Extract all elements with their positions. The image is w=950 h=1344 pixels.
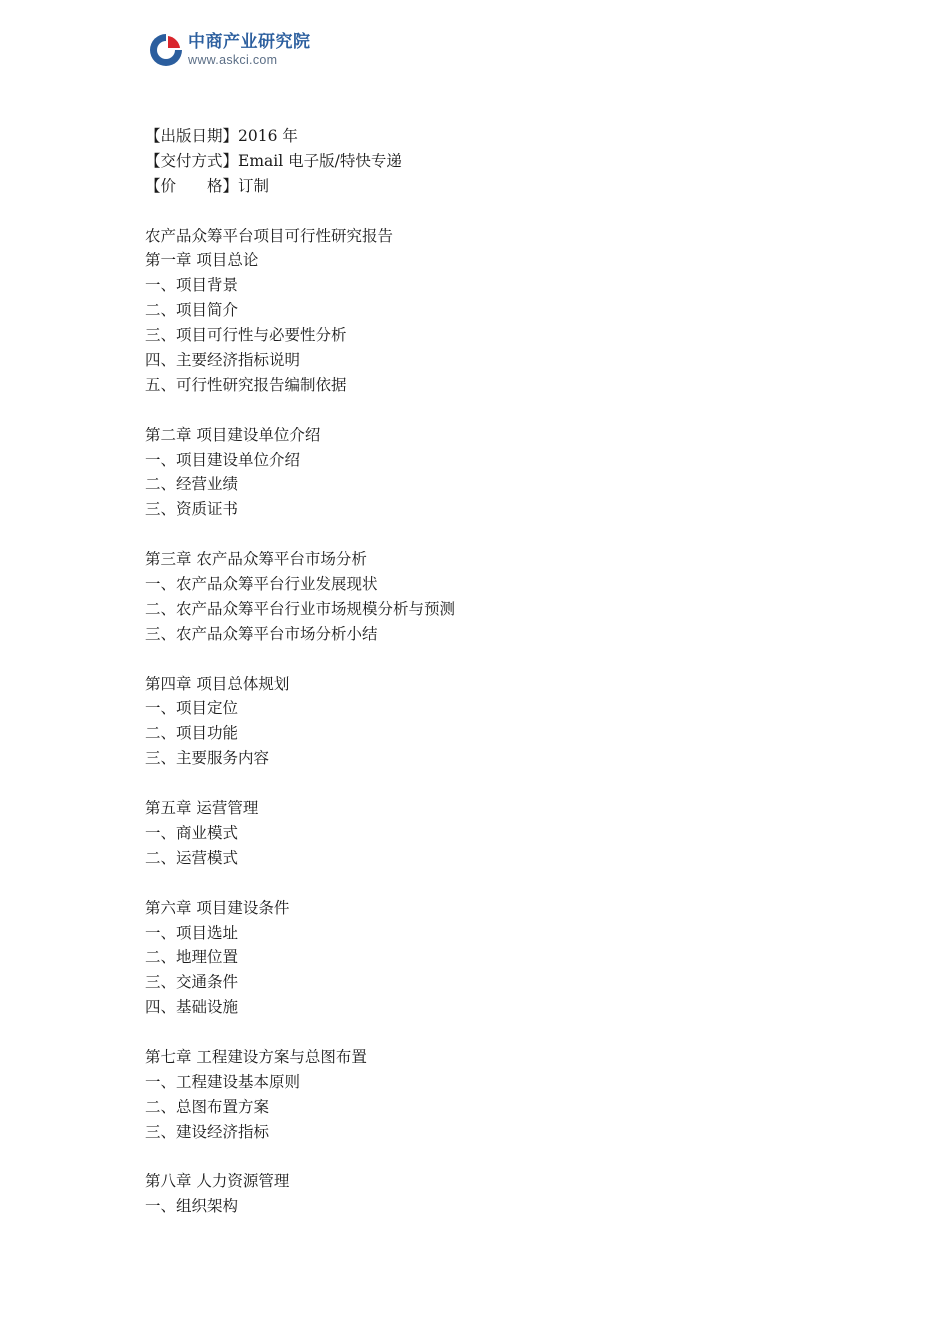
section-item: 四、主要经济指标说明 — [145, 351, 301, 370]
chapter-title: 第三章 农产品众筹平台市场分析 — [145, 550, 367, 569]
section-item: 二、总图布置方案 — [145, 1097, 270, 1116]
section-item: 二、运营模式 — [145, 848, 239, 867]
askci-logo-icon — [148, 32, 184, 68]
section-item: 一、农产品众筹平台行业发展现状 — [145, 575, 378, 594]
section-item: 三、项目可行性与必要性分析 — [145, 326, 347, 345]
section-item: 二、项目简介 — [145, 301, 239, 320]
chapter-title: 第八章 人力资源管理 — [145, 1172, 290, 1191]
section-item: 一、组织架构 — [145, 1197, 239, 1216]
meta-key: 【价 格】 — [145, 176, 239, 195]
table-of-contents — [145, 248, 845, 1219]
chapter-title: 第一章 项目总论 — [145, 251, 259, 270]
meta-key: 【出版日期】 — [145, 127, 239, 145]
meta-delivery-method — [145, 149, 845, 174]
section-item: 五、可行性研究报告编制依据 — [145, 375, 347, 394]
document-body — [145, 124, 845, 1219]
section-item: 二、项目功能 — [145, 724, 239, 743]
section-item: 三、资质证书 — [145, 500, 239, 519]
company-logo — [148, 32, 311, 68]
meta-price — [145, 174, 845, 199]
section-item: 三、建设经济指标 — [145, 1122, 270, 1141]
section-item: 四、基础设施 — [145, 998, 239, 1017]
chapter-title: 第七章 工程建设方案与总图布置 — [145, 1047, 367, 1066]
report-title: 农产品众筹平台项目可行性研究报告 — [145, 226, 394, 245]
logo-website: www.askci.com — [188, 52, 278, 67]
section-item: 三、交通条件 — [145, 973, 239, 992]
section-item: 二、经营业绩 — [145, 475, 239, 494]
section-item: 一、商业模式 — [145, 823, 239, 842]
chapter-title: 第六章 项目建设条件 — [145, 898, 290, 917]
section-item: 二、农产品众筹平台行业市场规模分析与预测 — [145, 599, 456, 618]
meta-value: 2016 年 — [238, 127, 298, 145]
meta-value: Email 电子版/特快专递 — [238, 151, 402, 170]
section-item: 一、工程建设基本原则 — [145, 1072, 301, 1091]
meta-key: 【交付方式】 — [145, 151, 239, 170]
chapter-title: 第五章 运营管理 — [145, 799, 259, 818]
section-item: 三、农产品众筹平台市场分析小结 — [145, 624, 378, 643]
section-item: 一、项目建设单位介绍 — [145, 450, 301, 469]
section-item: 三、主要服务内容 — [145, 749, 270, 768]
chapter-title: 第四章 项目总体规划 — [145, 674, 290, 693]
meta-publish-date — [145, 124, 845, 149]
section-item: 二、地理位置 — [145, 948, 239, 967]
meta-value: 订制 — [238, 176, 270, 195]
section-item: 一、项目定位 — [145, 699, 239, 718]
section-item: 一、项目选址 — [145, 923, 239, 942]
chapter-title: 第二章 项目建设单位介绍 — [145, 425, 321, 444]
section-item: 一、项目背景 — [145, 276, 239, 295]
logo-chinese-name: 中商产业研究院 — [188, 31, 311, 52]
